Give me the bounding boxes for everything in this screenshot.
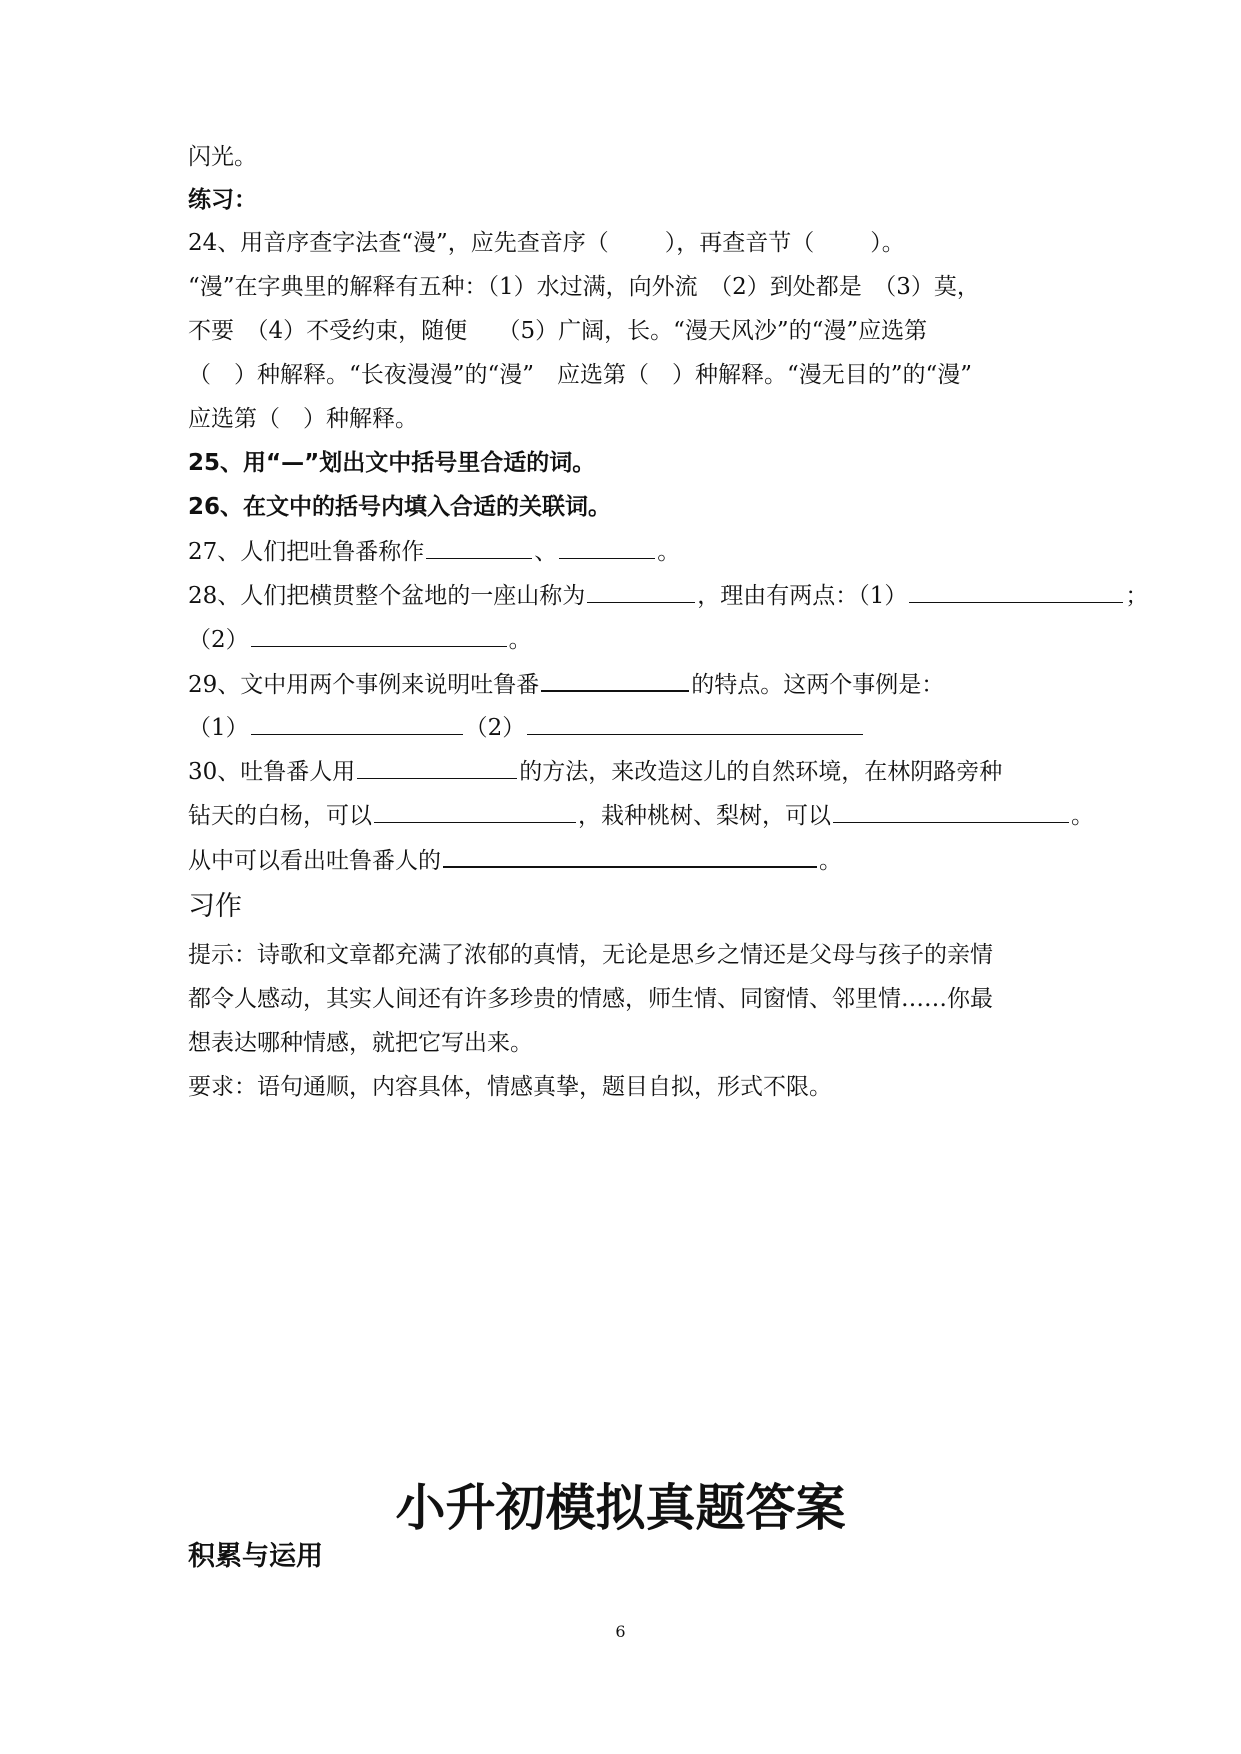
answer-blank[interactable] <box>559 536 655 559</box>
question-text: 。 <box>508 627 532 653</box>
question-text: 28、人们把横贯整个盆地的一座山称为 <box>188 583 586 609</box>
section-heading-writing: 习作 <box>188 891 242 922</box>
question-text: 的方法，来改造这儿的自然环境，在林阴路旁种 <box>519 759 1003 785</box>
question-text: 。 <box>819 848 842 874</box>
writing-requirements: 要求：语句通顺，内容具体，情感真挚，题目自拟，形式不限。 <box>188 1074 832 1100</box>
text-line: （ ）种解释。“长夜漫漫”的“漫” 应选第（ ）种解释。“漫无目的”的“漫” <box>188 362 973 388</box>
question-text: ； <box>1125 583 1149 609</box>
question-30-cont <box>188 844 842 876</box>
writing-prompt: 都令人感动，其实人间还有许多珍贵的情感，师生情、同窗情、邻里情……你最 <box>188 986 993 1012</box>
question-text: （2） <box>188 627 249 653</box>
text-line: 应选第（ ）种解释。 <box>188 406 418 432</box>
answer-blank[interactable] <box>374 800 576 823</box>
question-text: （2） <box>464 715 526 741</box>
answer-blank[interactable] <box>909 580 1123 603</box>
answer-blank[interactable] <box>833 800 1069 823</box>
text-line: 不要 （4）不受约束，随便 （5）广阔，长。“漫天风沙”的“漫”应选第 <box>188 318 928 344</box>
question-29-cont <box>188 712 865 743</box>
question-29 <box>188 668 944 700</box>
question-text: ，栽种桃树、梨树，可以 <box>578 803 831 829</box>
answer-blank[interactable] <box>426 536 532 559</box>
page-number: 6 <box>615 1622 626 1641</box>
text-line: 闪光。 <box>188 144 257 170</box>
question-text: 从中可以看出吐鲁番人的 <box>188 848 441 874</box>
answer-blank[interactable] <box>443 844 817 868</box>
question-text: 24、用音序查字法查“漫”，应先查音序（ <box>188 230 609 256</box>
answer-blank[interactable] <box>251 624 507 647</box>
question-30 <box>188 756 1002 787</box>
question-28 <box>188 580 1148 611</box>
question-text: （1） <box>188 715 249 741</box>
question-27 <box>188 536 680 567</box>
question-text: 29、文中用两个事例来说明吐鲁番 <box>188 672 540 698</box>
question-text: ），再查音节（ <box>664 230 815 256</box>
question-text: 30、吐鲁番人用 <box>188 759 356 785</box>
question-text: 。 <box>1071 803 1094 829</box>
question-text: 钻天的白杨，可以 <box>188 803 372 829</box>
text-line: “漫”在字典里的解释有五种：（1）水过满，向外流 （2）到处都是 （3）莫， <box>188 274 980 300</box>
answer-blank[interactable] <box>251 712 463 735</box>
question-text: 的特点。这两个事例是： <box>691 672 945 698</box>
question-24 <box>188 228 905 258</box>
question-28-cont <box>188 624 532 655</box>
question-26: 26、在文中的括号内填入合适的关联词。 <box>188 494 612 520</box>
section-label-practice: 练习： <box>188 187 257 213</box>
question-text: ，理由有两点：（1） <box>697 583 908 609</box>
question-text: ）。 <box>870 230 905 256</box>
question-text: 27、人们把吐鲁番称作 <box>188 539 425 565</box>
question-text: 。 <box>657 539 681 565</box>
page-title: 小升初模拟真题答案 <box>395 1478 846 1537</box>
question-25: 25、用“—”划出文中括号里合适的词。 <box>188 450 596 476</box>
question-text: 、 <box>534 539 558 565</box>
answer-blank[interactable] <box>527 712 863 735</box>
answer-blank[interactable] <box>541 668 689 692</box>
answer-blank[interactable] <box>587 580 695 603</box>
writing-prompt: 想表达哪种情感，就把它写出来。 <box>188 1030 533 1056</box>
writing-prompt: 提示：诗歌和文章都充满了浓郁的真情，无论是思乡之情还是父母与孩子的亲情 <box>188 942 993 968</box>
question-30-cont <box>188 800 1094 831</box>
answer-blank[interactable] <box>357 756 517 779</box>
section-heading-accumulation: 积累与运用 <box>188 1541 323 1572</box>
